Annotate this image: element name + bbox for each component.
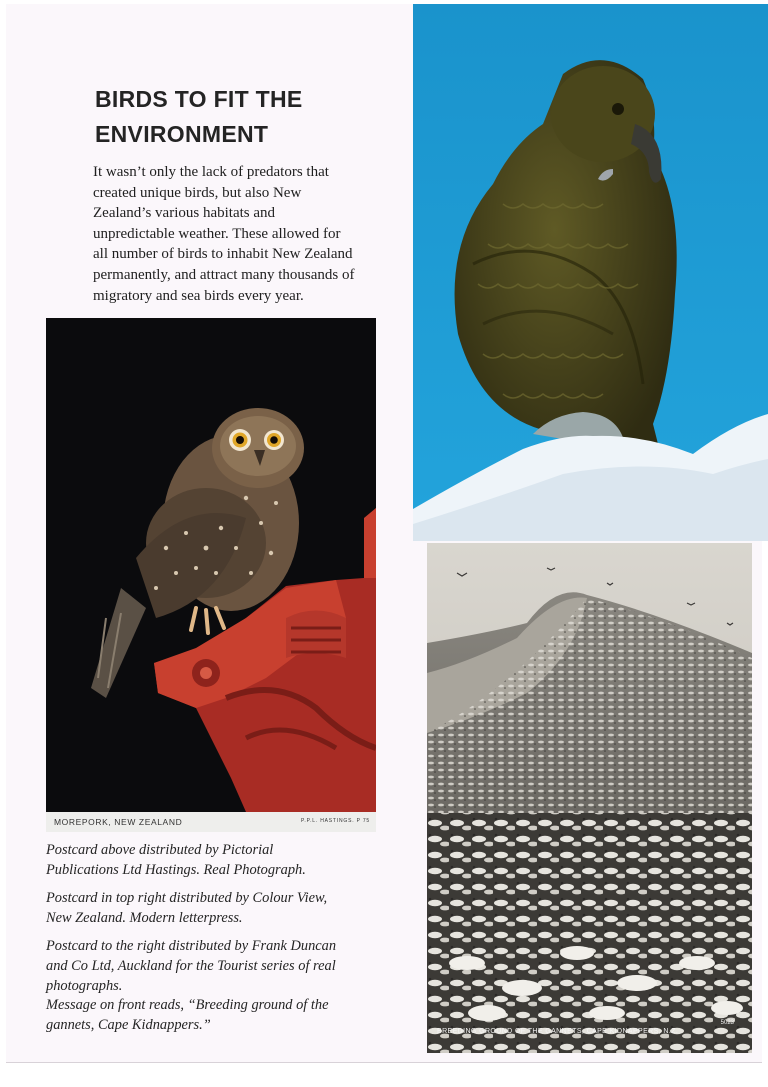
title-line-1: BIRDS TO FIT THE <box>95 86 303 112</box>
note-gannet-postcard: Postcard to the right distributed by Frank Duncan and Co Ltd, Auckland for the Tourist series of real photographs. <box>46 938 337 994</box>
gannets-photo <box>427 543 752 1053</box>
gannets-card-number: 5023 <box>720 1020 734 1026</box>
note-gannet-message: Message on front reads, “Breeding ground of the gannets, Cape Kidnappers.” <box>46 997 329 1033</box>
kea-postcard <box>413 4 768 541</box>
note-kea-postcard: Postcard in top right distributed by Colour View, New Zealand. Modern letterpress. <box>46 890 328 926</box>
morepork-publisher-mark: P.P.L. HASTINGS. P 75 <box>300 818 370 824</box>
gannets-postcard <box>427 543 752 1053</box>
title-line-2: ENVIRONMENT <box>95 121 269 147</box>
morepork-caption-strip <box>46 812 376 832</box>
postcard-notes <box>46 841 346 1035</box>
morepork-photo <box>46 318 376 812</box>
kea-photo <box>413 4 768 541</box>
gannets-caption: BREEDING GROUND OF THE GANNETS, CAPE KIDNAPPERS, N.Z. <box>437 1028 679 1035</box>
intro-paragraph: It wasn’t only the lack of predators that created unique birds, but also New Zealand’s various habitats and unpredictable weather. These allowed for all number of birds to inhabit New Zealand permanently, and attract many thousands of migratory and sea birds every year. <box>93 164 355 304</box>
morepork-caption: MOREPORK, NEW ZEALAND <box>54 817 183 827</box>
page-title <box>95 82 395 152</box>
note-owl-postcard: Postcard above distributed by Pictorial Publications Ltd Hastings. Real Photograph. <box>46 842 306 878</box>
morepork-postcard <box>46 318 376 832</box>
